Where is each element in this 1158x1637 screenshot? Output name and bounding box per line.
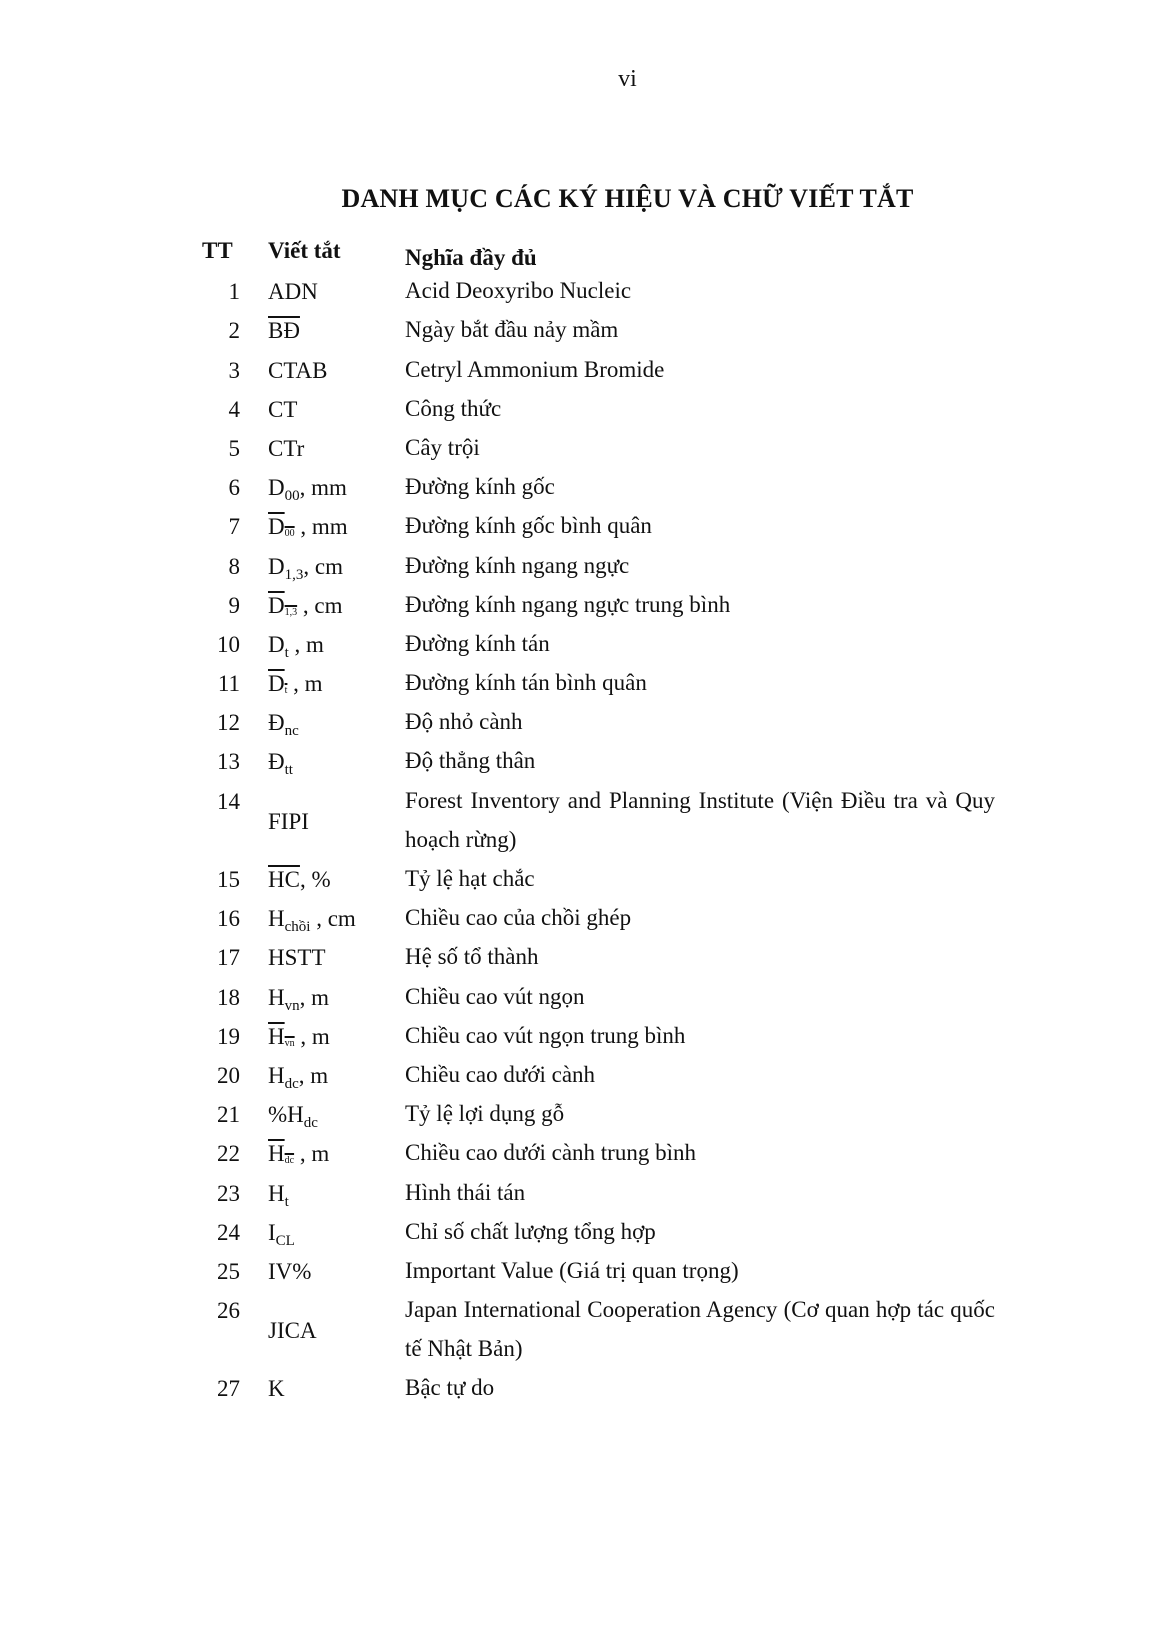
abbreviation-symbol xyxy=(268,945,326,970)
abbreviation xyxy=(268,710,299,740)
abbreviation-base: $\overline{BĐ}$ xyxy=(268,318,300,344)
row-number: 20 xyxy=(217,1062,240,1088)
row-number: 17 xyxy=(217,945,240,971)
row-number: 26 xyxy=(217,1298,240,1324)
table-row xyxy=(200,1016,1000,1055)
table-row xyxy=(200,350,1000,389)
table-row xyxy=(200,310,1000,349)
abbreviation-base: D xyxy=(268,475,285,501)
header-full-meaning: Nghĩa đầy đủ xyxy=(405,245,537,270)
table-row xyxy=(200,428,1000,467)
abbreviation-symbol xyxy=(268,593,297,618)
abbreviation-base: D xyxy=(268,592,285,618)
abbreviation-unit: , m xyxy=(287,671,323,697)
abbreviation xyxy=(268,632,324,662)
abbreviation xyxy=(268,1024,330,1050)
abbreviation-subscript: vn xyxy=(284,1037,295,1049)
row-number: 9 xyxy=(228,592,240,618)
row-number: 27 xyxy=(217,1376,240,1402)
table-row xyxy=(200,1133,1000,1172)
abbreviation-subscript: t xyxy=(284,685,288,697)
table-row xyxy=(200,741,1000,780)
table-row xyxy=(200,467,1000,506)
abbreviation-symbol xyxy=(268,358,328,383)
row-number: 14 xyxy=(217,788,240,814)
abbreviation-symbol xyxy=(268,631,289,661)
abbreviation-unit: , m xyxy=(294,1023,330,1049)
abbreviation xyxy=(268,397,297,423)
abbreviation-unit: , m xyxy=(288,631,324,657)
full-meaning: Đường kính gốc bình quân xyxy=(405,513,652,539)
abbreviation-symbol xyxy=(268,906,311,936)
full-meaning: Cetryl Ammonium Bromide xyxy=(405,356,665,382)
full-meaning: Chỉ số chất lượng tổng hợp xyxy=(405,1218,656,1244)
abbreviation-subscript: 00 xyxy=(284,528,295,540)
abbreviation-symbol xyxy=(268,984,300,1014)
abbreviation-symbol xyxy=(268,1102,318,1132)
abbreviation-base: $\overline{HC}$ xyxy=(268,867,300,893)
abbreviation-base: D xyxy=(268,553,285,579)
table-row xyxy=(200,624,1000,663)
full-meaning: Chiều cao dưới cành trung bình xyxy=(405,1140,696,1166)
full-meaning: Độ thẳng thân xyxy=(405,748,536,774)
abbreviation-symbol xyxy=(268,397,297,422)
full-meaning: Cây trội xyxy=(405,434,480,460)
abbreviation-symbol xyxy=(268,671,287,696)
abbreviation-unit: , m xyxy=(294,1141,330,1167)
row-number: 24 xyxy=(217,1219,240,1245)
abbreviation xyxy=(268,1102,318,1132)
abbreviation-base: H xyxy=(268,984,285,1010)
abbreviation-table xyxy=(200,232,1000,1408)
abbreviation-symbol xyxy=(268,436,304,461)
row-number: 18 xyxy=(217,984,240,1010)
abbreviation-unit: , cm xyxy=(297,592,343,618)
abbreviation-subscript: dc xyxy=(303,1115,318,1132)
abbreviation-subscript: CL xyxy=(275,1232,295,1249)
table-header-row xyxy=(200,232,1000,271)
abbreviation xyxy=(268,279,318,305)
table-row xyxy=(200,1251,1000,1290)
row-number: 2 xyxy=(228,318,240,344)
abbreviation-symbol xyxy=(268,553,304,583)
full-meaning: Forest Inventory and Planning Institute (Viện Điều tra và Quy hoạch rừng) xyxy=(405,787,995,852)
abbreviation-base: ADN xyxy=(268,279,318,305)
table-row xyxy=(200,977,1000,1016)
abbreviation-symbol xyxy=(268,1219,295,1249)
abbreviation-subscript: 1,3 xyxy=(284,606,298,618)
full-meaning: Acid Deoxyribo Nucleic xyxy=(405,278,632,304)
abbreviation-subscript: 00 xyxy=(284,488,300,505)
table-body xyxy=(200,271,1000,1407)
row-number: 15 xyxy=(217,867,240,893)
abbreviation-base: H xyxy=(268,1180,285,1206)
abbreviation-subscript: chồi xyxy=(284,919,311,936)
abbreviation-base: D xyxy=(268,631,285,657)
row-number: 7 xyxy=(228,514,240,540)
row-number: 6 xyxy=(228,475,240,501)
table-row xyxy=(200,663,1000,702)
full-meaning: Important Value (Giá trị quan trọng) xyxy=(405,1257,739,1283)
abbreviation xyxy=(268,1318,317,1344)
abbreviation xyxy=(268,1181,289,1211)
abbreviation-symbol xyxy=(268,1180,289,1210)
abbreviation xyxy=(268,593,342,619)
abbreviation-base: CTAB xyxy=(268,357,328,383)
abbreviation-symbol xyxy=(268,1376,285,1401)
header-abbreviation: Viết tắt xyxy=(268,238,341,263)
table-row xyxy=(200,546,1000,585)
abbreviation-base: HSTT xyxy=(268,945,326,971)
row-number: 1 xyxy=(228,279,240,305)
abbreviation-symbol xyxy=(268,867,300,892)
abbreviation xyxy=(268,1063,328,1093)
header-tt: TT xyxy=(202,238,233,263)
abbreviation xyxy=(268,945,326,971)
table-row xyxy=(200,271,1000,310)
abbreviation xyxy=(268,1220,295,1250)
abbreviation xyxy=(268,671,323,697)
abbreviation xyxy=(268,554,343,584)
full-meaning: Chiều cao của chồi ghép xyxy=(405,905,632,931)
abbreviation-base: Đ xyxy=(268,710,285,736)
abbreviation xyxy=(268,358,328,384)
abbreviation xyxy=(268,985,329,1015)
page-title: DANH MỤC CÁC KÝ HIỆU VÀ CHỮ VIẾT TẮT xyxy=(341,184,914,213)
abbreviation-symbol xyxy=(268,475,300,505)
abbreviation xyxy=(268,809,309,835)
full-meaning: Đường kính gốc xyxy=(405,474,555,500)
row-number: 4 xyxy=(228,396,240,422)
row-number: 23 xyxy=(217,1180,240,1206)
full-meaning: Bậc tự do xyxy=(405,1375,495,1401)
abbreviation-symbol xyxy=(268,514,295,539)
table-row xyxy=(200,1173,1000,1212)
table-row xyxy=(200,781,1000,859)
abbreviation-subscript: tt xyxy=(284,762,293,779)
full-meaning: Tỷ lệ hạt chắc xyxy=(405,866,535,892)
abbreviation-symbol xyxy=(268,1141,294,1166)
abbreviation xyxy=(268,1141,329,1167)
full-meaning: Chiều cao vút ngọn xyxy=(405,983,585,1009)
abbreviation-subscript: vn xyxy=(284,997,300,1014)
table-row xyxy=(200,506,1000,545)
table-row xyxy=(200,1094,1000,1133)
full-meaning: Đường kính ngang ngực trung bình xyxy=(405,591,731,617)
abbreviation xyxy=(268,1376,285,1402)
abbreviation-unit: , cm xyxy=(303,553,343,579)
abbreviation-symbol xyxy=(268,749,293,779)
full-meaning: Hệ số tổ thành xyxy=(405,944,539,970)
table-row xyxy=(200,1212,1000,1251)
abbreviation xyxy=(268,1259,311,1285)
abbreviation-symbol xyxy=(268,1024,295,1049)
table-row xyxy=(200,585,1000,624)
abbreviation-symbol xyxy=(268,318,300,343)
abbreviation-unit: , m xyxy=(298,1062,329,1088)
table-row xyxy=(200,1368,1000,1407)
abbreviation xyxy=(268,318,300,344)
abbreviation-base: JICA xyxy=(268,1318,317,1344)
abbreviation-symbol xyxy=(268,1062,299,1092)
abbreviation-base: H xyxy=(268,1141,285,1167)
abbreviation xyxy=(268,436,304,462)
abbreviation-unit: , cm xyxy=(310,906,356,932)
table-row xyxy=(200,937,1000,976)
abbreviation xyxy=(268,906,356,936)
abbreviation-base: IV% xyxy=(268,1258,312,1284)
abbreviation-base: FIPI xyxy=(268,808,309,834)
abbreviation-base: CT xyxy=(268,396,298,422)
abbreviation-unit: , m xyxy=(299,984,330,1010)
abbreviation-base: D xyxy=(268,514,285,540)
abbreviation-unit: , mm xyxy=(294,514,348,540)
abbreviation xyxy=(268,514,348,540)
full-meaning: Độ nhỏ cành xyxy=(405,709,523,735)
row-number: 16 xyxy=(217,906,240,932)
row-number: 12 xyxy=(217,710,240,736)
table-row xyxy=(200,389,1000,428)
row-number: 11 xyxy=(217,671,240,697)
row-number: 5 xyxy=(228,435,240,461)
abbreviation-base: H xyxy=(268,1023,285,1049)
abbreviation-subscript: dc xyxy=(284,1075,299,1092)
abbreviation-subscript: 1,3 xyxy=(284,566,304,583)
abbreviation-symbol xyxy=(268,809,309,834)
table-row xyxy=(200,1290,1000,1368)
abbreviation-subscript: nc xyxy=(284,723,299,740)
abbreviation-subscript: dc xyxy=(284,1155,295,1167)
row-number: 22 xyxy=(217,1141,240,1167)
row-number: 21 xyxy=(217,1102,240,1128)
abbreviation-base: CTr xyxy=(268,435,305,461)
abbreviation xyxy=(268,749,293,779)
row-number: 25 xyxy=(217,1258,240,1284)
row-number: 19 xyxy=(217,1023,240,1049)
abbreviation-symbol xyxy=(268,1259,311,1284)
abbreviation-symbol xyxy=(268,279,318,304)
abbreviation-base: H xyxy=(268,1062,285,1088)
abbreviation-base: %H xyxy=(268,1102,304,1128)
table-row xyxy=(200,898,1000,937)
full-meaning: Hình thái tán xyxy=(405,1179,526,1205)
abbreviation-symbol xyxy=(268,1318,317,1343)
abbreviation xyxy=(268,867,331,893)
row-number: 3 xyxy=(228,357,240,383)
full-meaning: Đường kính tán xyxy=(405,630,550,656)
page-number: vi xyxy=(618,66,637,92)
abbreviation-base: K xyxy=(268,1376,285,1402)
abbreviation-unit: , % xyxy=(299,867,331,893)
row-number: 10 xyxy=(217,631,240,657)
full-meaning: Đường kính tán bình quân xyxy=(405,670,647,696)
full-meaning: Tỷ lệ lợi dụng gỗ xyxy=(405,1101,565,1127)
full-meaning: Japan International Cooperation Agency (Cơ quan hợp tác quốc tế Nhật Bản) xyxy=(405,1297,995,1362)
abbreviation-unit: , mm xyxy=(299,475,347,501)
table-row xyxy=(200,859,1000,898)
abbreviation-base: I xyxy=(268,1219,276,1245)
full-meaning: Chiều cao dưới cành xyxy=(405,1061,596,1087)
abbreviation-subscript: t xyxy=(284,1193,289,1210)
row-number: 13 xyxy=(217,749,240,775)
full-meaning: Đường kính ngang ngực xyxy=(405,552,630,578)
row-number: 8 xyxy=(228,553,240,579)
full-meaning: Ngày bắt đầu nảy mầm xyxy=(405,317,619,343)
table-row xyxy=(200,1055,1000,1094)
abbreviation xyxy=(268,475,347,505)
abbreviation-subscript: t xyxy=(284,644,289,661)
table-row xyxy=(200,702,1000,741)
full-meaning: Chiều cao vút ngọn trung bình xyxy=(405,1022,686,1048)
abbreviation-symbol xyxy=(268,710,299,740)
abbreviation-base: H xyxy=(268,906,285,932)
abbreviation-base: Đ xyxy=(268,749,285,775)
full-meaning: Công thức xyxy=(405,395,502,421)
abbreviation-base: D xyxy=(268,671,285,697)
